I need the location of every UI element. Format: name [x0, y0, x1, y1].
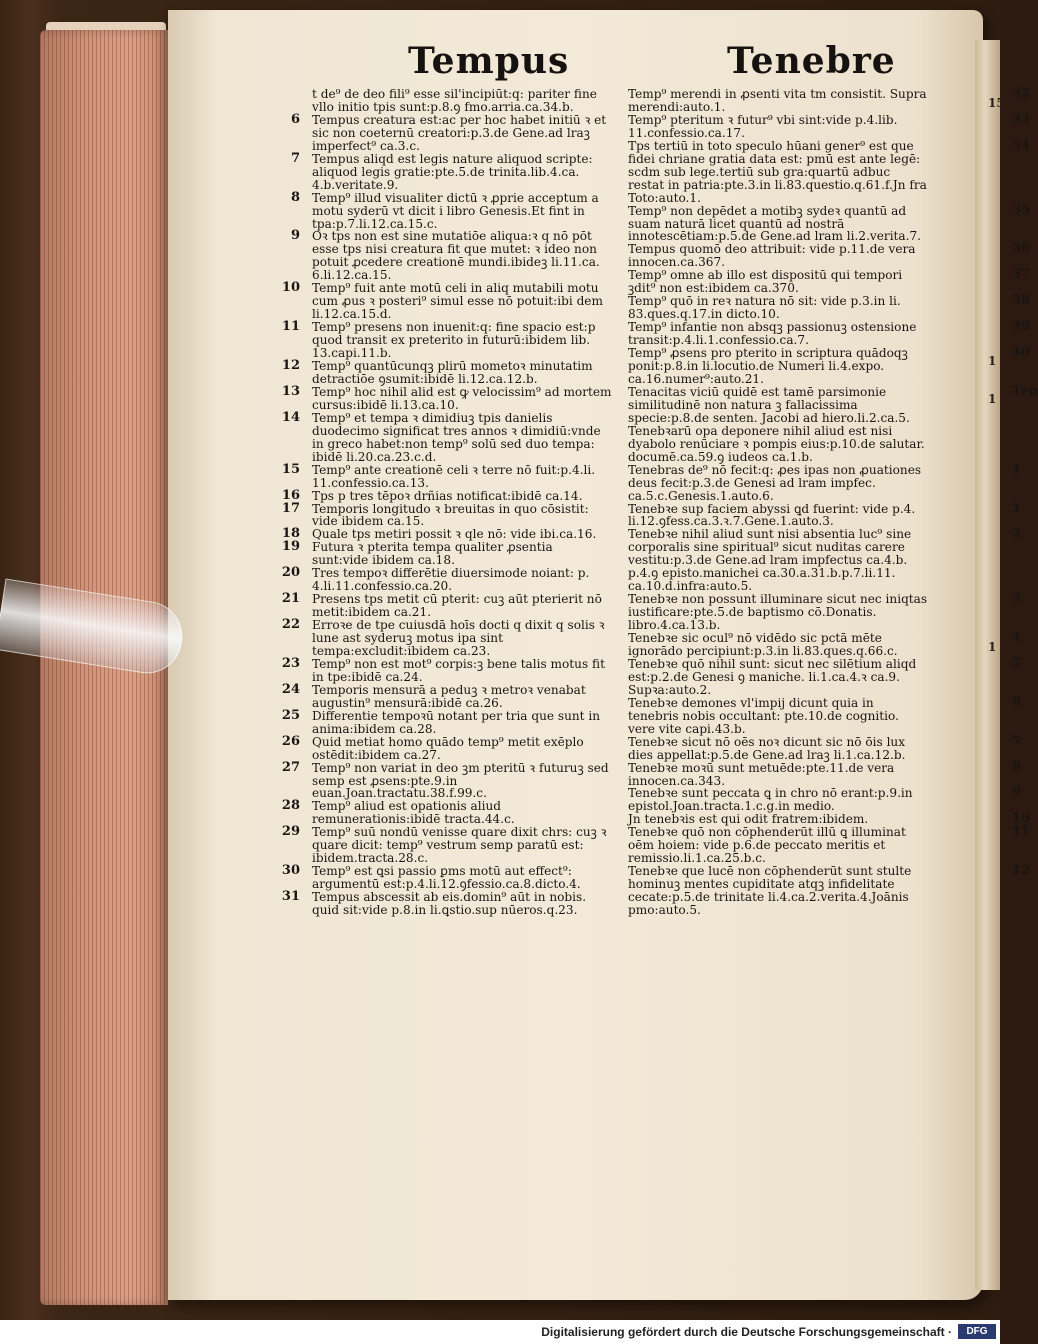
left-entry [281, 487, 612, 503]
entry-number: 9 [1012, 785, 1022, 801]
right-entry [628, 383, 1038, 425]
entry-text: Jn tenebꝛis est qui odit fratrem:ibidem. [628, 812, 869, 827]
right-entry [628, 759, 1022, 788]
entry-text: Temp⁹ pteritum ꝛ futur⁹ vbi sint:vide p.4.lib. 11.confessio.ca.17. [628, 112, 898, 140]
right-entry [628, 425, 928, 464]
entry-text: Tenebꝛe sunt peccata ꝗ in chro nō erant:p.9.in epistol.Joan.tracta.1.c.g.in medio. [628, 786, 913, 814]
entry-text: Differentie tempoꝛū notant per tria que sunt in anima:ibidem ca.28. [312, 708, 601, 736]
entry-number: 14 [281, 409, 300, 425]
entry-number: 39 [1012, 319, 1031, 335]
edge-number: 1 [988, 640, 997, 654]
entry-text: Temp⁹ est ꝗsi passio ꝑms motū aut effect⁹: argumentū est:p.4.li.12.ꝯfessio.ca.8.dicto.4. [312, 864, 581, 892]
entry-number: 17 [281, 500, 300, 516]
entry-number: 3 [1012, 591, 1022, 607]
entry-number: 2 [1012, 526, 1022, 542]
entry-text: Temp⁹ hoc nihil alid est ꝙ velocissim⁹ ad mortem cursus:ibidē li.13.ca.10. [312, 384, 612, 412]
entry-text: Temp⁹ ꝓsens pro pterito in scriptura quādoqꝫ ponit:p.8.in li.locutio.de Numeri li.4.expo. ca.16.numer⁹:auto.21. [628, 346, 908, 386]
left-entry [290, 228, 612, 283]
entry-text: Tenebꝛe que lucē non cōphenderūt sunt stulte hominuꝫ mentes cupiditate atqꝫ infidelitate cecate:p.5.de trinitate li.4.ca.2.verita.4.Joānis pmo:auto.5. [628, 864, 912, 918]
left-entry [281, 319, 612, 361]
entry-text: t de⁹ de deo fili⁹ esse sil'incipiūt:q: pariter fine vllo initio tpis sunt:p.8.ꝯ fmo.arria.ca.34.b. [312, 87, 597, 114]
entry-number: 19 [281, 539, 300, 555]
entry-text: Temp⁹ presens non inuenit:q: fine spacio est:p quod transit ex preterito in futurū:ibidem lib. 13.capi.11.b. [312, 320, 596, 361]
entry-number: 10 [1012, 811, 1031, 827]
left-entry [281, 383, 612, 412]
entry-number: 1 [1012, 461, 1022, 477]
edge-number: 15 [988, 96, 1005, 110]
left-entry [290, 111, 612, 153]
right-entry [628, 319, 1031, 348]
entry-number: 11 [1012, 824, 1031, 840]
right-entry [628, 137, 1031, 205]
entry-text: Tenebras de⁹ nō fecit:q: ꝓes ipas non ꝓuationes deus fecit:p.3.de Genesi ad lram impfec. ca.5.c.Genesis.1.auto.6. [628, 462, 922, 503]
right-entry [628, 293, 1031, 322]
left-entry [281, 591, 612, 620]
entry-text: Tenebꝛe sic ocul⁹ nō vidēdo sic pctā mēte ignorādo percipiunt:p.3.in li.83.ques.q.66.c. [628, 631, 898, 658]
right-entry [628, 630, 1022, 658]
left-entry [281, 798, 612, 827]
entry-text: Temp⁹ infantie non absqꝫ passionuꝫ ostensione transit:p.4.li.1.confessio.ca.7. [628, 320, 917, 348]
entry-number: 16 [281, 487, 300, 503]
entry-text: Futura ꝛ pterita tempa qualiter ꝓsentia sunt:vide ibidem ca.18. [312, 540, 553, 568]
entry-text: Temp⁹ omne ab illo est dispositū qui tempori ꝫdit⁹ non est:ibidem ca.370. [628, 268, 903, 296]
entry-text: Tres tempoꝛ differētie diuersimode noiant: p. 4.li.11.confessio.ca.20. [312, 566, 590, 594]
entry-text: Temp⁹ suū nondū venisse quare dixit chrs: cuꝫ ꝛ quare dicit: temp⁹ vestrum semp paratū est: ibidem.tracta.28.c. [312, 825, 607, 866]
left-entry [281, 681, 612, 710]
entry-number: 20 [281, 565, 300, 581]
entry-text: Tempus aliqd est legis nature aliquod scripte: aliquod legis gratie:pte.5.de trinita.lib.4.ca. 4.b.veritate.9. [312, 151, 593, 192]
entry-number: 12 [281, 358, 300, 374]
running-head-left: Tempus [408, 40, 570, 82]
entry-text: Tenebꝛe sicut nō oēs noꝛ dicunt sic nō ōis lux dies appellat:p.5.de Gene.ad lraꝫ li.1.ca.12.b. [628, 734, 906, 762]
right-entry [628, 824, 1031, 866]
entry-number: 7 [290, 150, 300, 166]
left-entry [281, 461, 612, 490]
entry-text: Temp⁹ aliud est opationis aliud remunerationis:ibidē tracta.44.c. [312, 799, 515, 827]
right-entry [628, 863, 1031, 918]
entry-text: Tenebꝛe quō non cōphenderūt illū ꝗ illuminat oēm hoiem: vide p.6.de peccato meritis et remissio.li.1.ca.25.b.c. [628, 825, 906, 866]
entry-number: 11 [281, 319, 300, 335]
running-head-right: Tenebre [727, 40, 896, 82]
left-entry [281, 565, 612, 594]
entry-text: Tempus abscessit ab eis.domin⁹ aūt in nobis. quid sit:vide p.8.in li.ꝗstio.sup nūeros.q.23. [312, 890, 587, 918]
edge-number: 1 [988, 392, 997, 406]
left-entry [281, 280, 612, 322]
entry-text: Temp⁹ fuit ante motū celi in aliq mutabili motu cum ꝓus ꝛ posteri⁹ simul esse nō potuit:ibi dem li.12.ca.15.d. [312, 281, 603, 322]
right-entry [628, 202, 1031, 244]
left-entry [281, 500, 612, 529]
entry-number: 40 [1012, 345, 1031, 361]
entry-number: 1 [1012, 500, 1022, 516]
left-entry [281, 707, 612, 736]
left-column [281, 87, 612, 918]
entry-number: 24 [281, 681, 300, 697]
entry-number: 30 [281, 863, 300, 879]
entry-number: 36 [1012, 241, 1031, 257]
entry-number: 13 [281, 383, 300, 399]
entry-text: Temp⁹ et tempa ꝛ dimidiuꝫ tpis danielis duodecimo significat tres annos ꝛ dimidiū:vnde in greco habet:non temp⁹ solū sed duo tempa: ibidē li.20.ca.23.c.d. [312, 410, 601, 464]
entry-text: Tempus creatura est:ac per hoc habet initiū ꝛ et sic non coeternū creatori:p.3.de Gene.ad lraꝫ imperfect⁹ ca.3.c. [312, 112, 607, 153]
entry-text: Tenacitas viciū quidē est tamē parsimonie similitudinē non natura ꝫ fallacissima specie:p.8.de senten. Jacobi ad hiero.li.2.ca.5. [628, 384, 910, 425]
entry-text: Tenebꝛe moꝛū sunt metuēde:pte.11.de vera innocen.ca.343. [628, 760, 895, 788]
left-entry [281, 863, 612, 892]
right-entry [628, 733, 1022, 762]
left-entry [281, 655, 612, 684]
entry-number: 33 [1012, 111, 1031, 127]
entry-text: Temp⁹ illud visualiter dictū ꝛ ꝓprie acceptum a motu syderū vt dicit i libro Genesis.Et fint in tpa:p.7.li.12.ca.15.c. [312, 190, 599, 231]
left-entry [281, 617, 612, 658]
entry-number: 18 [281, 526, 300, 542]
entry-text: Tenebꝛe non possunt illuminare sicut nec iniqtas iustificare:pte.5.de baptismo cō.Donatis. libro.4.ca.13.b. [628, 592, 928, 633]
entry-text: Temp⁹ non variat in deo ꝫm pteritū ꝛ futuruꝫ sed semp est ꝓsens:pte.9.in euan.Joan.tractatu.38.f.99.c. [312, 760, 609, 801]
entry-text: Tenebꝛarū opa deponere nihil aliud est nisi dyabolo renūciare ꝛ pompis eius:p.10.de salutar. documē.ca.59.ꝯ iudeos ca.1.b. [628, 423, 925, 464]
entry-number: 32 [1012, 86, 1031, 101]
entry-text: Tps tertiū in toto speculo hūani gener⁹ est que fidei chriane gratia data est: pmū est ante legē: scdm sub lege.tertiū sub gra:quartū adbuc restat in patria:pte.3.in li.83.questio.q.61.f.Jn fra Toto:auto.1. [628, 138, 927, 205]
entry-text: Quale tps metiri possit ꝛ qle nō: vide ibi.ca.16. [312, 527, 597, 542]
left-entry [281, 409, 612, 464]
entry-number: 25 [281, 707, 300, 723]
entry-text: Temp⁹ quantūcunqꝫ plirū mometoꝛ minutatim detractiōe ꝯsumit:ibidē li.12.ca.12.b. [312, 359, 593, 386]
entry-number: 21 [281, 591, 300, 607]
entry-number: 9 [290, 228, 300, 244]
left-entry [281, 759, 612, 801]
entry-number: 31 [281, 889, 300, 905]
entry-number: 10 [281, 280, 300, 296]
right-entry [628, 591, 1022, 633]
entry-number: 7 [1012, 733, 1022, 749]
left-entry [281, 358, 612, 386]
entry-number: Ten [1012, 383, 1038, 399]
footer-credit: Digitalisierung gefördert durch die Deutsche Forschungsgemeinschaft · [541, 1325, 952, 1339]
entry-text: Erroꝛe de tpe cuiusdā hoīs docti q dixit q solis ꝛ lune ast syderuꝫ motus ipa sint tempa:excludit:ibidem ca.23. [312, 618, 605, 658]
entry-text: Tempus quomō deo attribuit: vide p.11.de vera innocen.ca.367. [628, 242, 916, 270]
edge-number: 1 [988, 354, 997, 368]
left-entry [281, 824, 612, 866]
entry-number: 29 [281, 824, 300, 840]
entry-text: Temp⁹ merendi in ꝓsenti vita tm consistit. Supra merendi:auto.1. [628, 87, 927, 114]
entry-number: 6 [1012, 694, 1022, 710]
entry-text: Tps p tres tēpoꝛ drñias notificat:ibidē ca.14. [312, 488, 583, 503]
entry-number: 12 [1012, 863, 1031, 879]
entry-number: 34 [1012, 137, 1031, 153]
entry-number: 6 [290, 111, 300, 127]
left-entry [281, 889, 612, 918]
right-entry [628, 111, 1031, 140]
left-entry [281, 539, 612, 568]
entry-text: Temporis longitudo ꝛ breuitas in quo cōsistit: vide ibidem ca.15. [312, 501, 589, 529]
entry-number: 37 [1012, 267, 1031, 283]
next-page-edge [975, 40, 1000, 1290]
entry-text: Tenebꝛe demones vl'impij dicunt quia in tenebris nobis occultant: pte.10.de cognitio. vere vite capi.43.b. [628, 695, 899, 736]
entry-text: Temp⁹ non depēdet a motibꝫ sydeꝛ quantū ad suam naturā licet quantū ad nostrā innotescētiam:p.5.de Gene.ad lram li.2.verita.7. [628, 203, 922, 244]
left-entry [290, 150, 612, 192]
entry-number: 4 [1012, 630, 1022, 646]
entry-text: Oꝛ tps non est sine mutatiōe aliqua:ꝛ q nō pōt esse tps nisi creatura fit que mutet: ꝛ ideo non potuit ꝓcedere creationē mundi.ibideꝫ li.11.ca. 6.li.12.ca.15. [312, 229, 600, 283]
entry-number: 8 [1012, 759, 1022, 775]
entry-number: 38 [1012, 293, 1031, 309]
left-entry [312, 88, 612, 114]
right-entry [628, 500, 1022, 529]
entry-text: Quid metiat homo quādo temp⁹ metit exēplo ostēdit:ibidem ca.27. [312, 734, 584, 762]
right-entry [628, 526, 1022, 594]
entry-text: Temp⁹ ante creationē celi ꝛ terre nō fuit:p.4.li. 11.confessio.ca.13. [312, 462, 596, 490]
right-entry [628, 267, 1031, 296]
entry-text: Temp⁹ quō in reꝛ natura nō sit: vide p.3.in li. 83.ques.q.17.in dicto.10. [628, 294, 901, 322]
footer-bar [0, 1320, 1000, 1344]
entry-number: 35 [1012, 202, 1031, 218]
entry-number: 8 [290, 189, 300, 205]
right-entry [628, 655, 1022, 697]
entry-number: 5 [1012, 655, 1022, 671]
dfg-logo: DFG [958, 1324, 996, 1339]
entry-number: 28 [281, 798, 300, 814]
left-entry [290, 189, 612, 231]
right-entry [628, 241, 1031, 270]
entry-number: 23 [281, 655, 300, 671]
entry-text: Tenebꝛe sup faciem abyssi ꝗd fuerint: vide p.4. li.12.ꝯfess.ca.3.ꝛ.7.Gene.1.auto.3. [628, 501, 916, 529]
right-entry [628, 694, 1022, 736]
right-entry [628, 345, 1031, 386]
left-entry [281, 733, 612, 762]
entry-text: Temporis mensurā a peduꝫ ꝛ metroꝛ venabat augustin⁹ mensurā:ibidē ca.26. [312, 682, 586, 710]
entry-number: 27 [281, 759, 300, 775]
right-entry [628, 461, 1022, 503]
entry-text: Tenebꝛe quō nihil sunt: sicut nec silētium aliqd est:p.2.de Genesi ꝯ maniche. li.1.ca.4.ꝛ ca.9. Supꝛa:auto.2. [628, 656, 917, 697]
entry-text: Presens tps metit cū pterit: cuꝫ aūt pterierit nō metit:ibidem ca.21. [312, 592, 602, 620]
entry-text: Temp⁹ non est mot⁹ corpis:ꝫ bene talis motus fit in tpe:ibidē ca.24. [312, 656, 605, 684]
entry-number: 15 [281, 461, 300, 477]
entry-text: Tenebꝛe nihil aliud sunt nisi absentia luc⁹ sine corporalis sine spiritual⁹ sicut nuditas carere vestitu:p.3.de Gene.ad lram impfectus ca.4.b. p.4.ꝯ episto.manichei ca.30.a.31.b.p.7.li.11. ca.10.d.infra:auto.5. [628, 527, 912, 594]
right-entry [628, 785, 1022, 814]
entry-number: 22 [281, 617, 300, 633]
entry-number: 26 [281, 733, 300, 749]
